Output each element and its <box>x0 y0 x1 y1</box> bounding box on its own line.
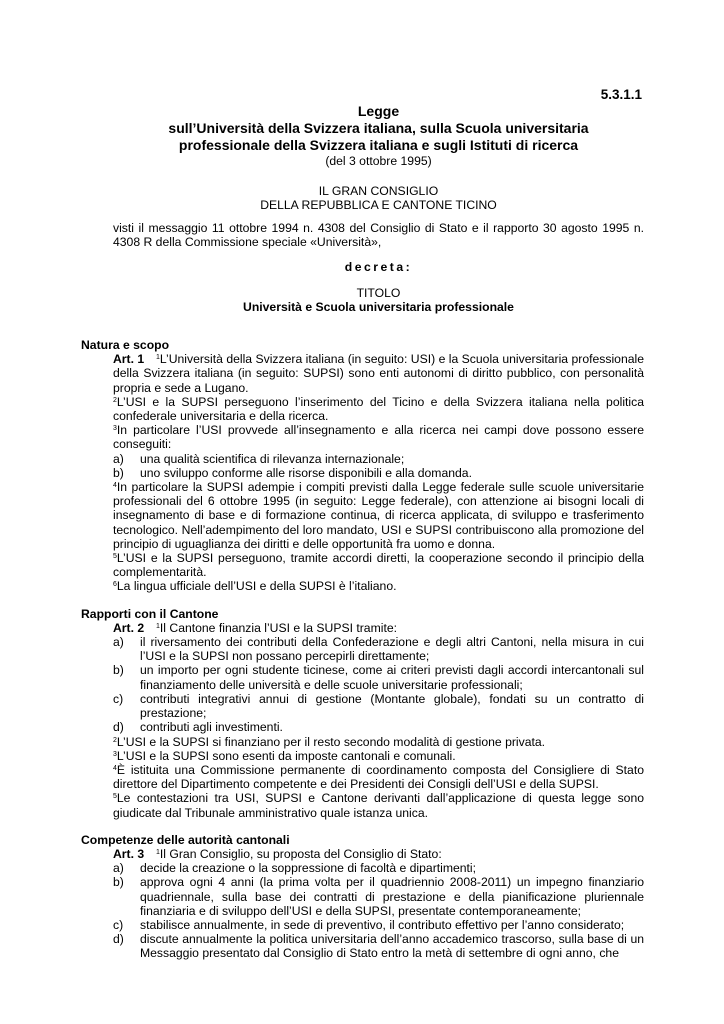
paragraph-number: 1 <box>156 354 160 362</box>
document-header <box>112 103 645 212</box>
list-item-text: stabilisce annualmente, in sede di preventivo, il contributo effettivo per l’anno considerato; <box>140 917 625 932</box>
titolo-subtitle: Università e Scuola universitaria professionale <box>243 299 514 314</box>
paragraph-number: 3 <box>113 750 117 758</box>
list-item-text: una qualità scientifica di rilevanza internazionale; <box>140 451 405 466</box>
section-heading: Rapporti con il Cantone <box>81 606 219 621</box>
paragraph-text: L’Università della Svizzera italiana (in seguito: USI) e la Scuola universitaria professionale della Svizzera italiana (in seguito: SUPSI) sono enti autonomi di diritto pubblico, con personalità propria e sede a Lugano. <box>113 352 644 395</box>
article-label: Art. 3 <box>113 846 145 861</box>
paragraph-number: 2 <box>113 736 117 744</box>
list-item <box>81 861 644 875</box>
paragraph-text: Il Cantone finanzia l’USI e la SUPSI tramite: <box>159 620 397 635</box>
list-item-label: b) <box>113 875 124 890</box>
paragraph-number: 6 <box>113 581 117 589</box>
council-heading <box>112 184 645 212</box>
council-line: IL GRAN CONSIGLIO <box>318 184 439 198</box>
article-paragraph <box>81 352 644 395</box>
paragraph-number: 5 <box>113 793 117 801</box>
list-item-label: a) <box>113 635 124 650</box>
list-item-text: contributi integrativi annui di gestione (Montante globale), fondati su un contratto di prestazione; <box>140 691 644 721</box>
paragraph-text: L’USI e la SUPSI sono esenti da imposte cantonali e comunali. <box>116 748 456 763</box>
article-paragraph <box>81 791 644 819</box>
decreta-heading: decreta: <box>344 260 413 275</box>
paragraph-text: La lingua ufficiale dell’USI e della SUPSI è l’italiano. <box>116 579 397 594</box>
paragraph-text: In particolare l’USI provvede all’insegnamento e alla ricerca nei campi dove possono essere conseguiti: <box>113 423 644 452</box>
list-item <box>81 720 644 734</box>
list-item-label: a) <box>113 861 124 876</box>
paragraph-text: L’USI e la SUPSI perseguono l’inserimento del Ticino e della Svizzera italiana nella politica confederale universitaria e della ricerca. <box>113 394 644 424</box>
section-heading: Competenze delle autorità cantonali <box>81 832 290 847</box>
title-line: professionale della Svizzera italiana e sugli Istituti di ricerca <box>178 137 579 153</box>
list-item-text: un importo per ogni studente ticinese, come ai criteri previsti dagli accordi intercantonali sul finanziamento delle università e delle scuole universitarie professionali; <box>140 663 644 692</box>
paragraph-number: 4 <box>113 482 117 490</box>
paragraph-number: 1 <box>156 848 160 856</box>
list-item-text: decide la creazione o la soppressione di facoltà e dipartimenti; <box>140 861 477 876</box>
list-item-label: c) <box>113 917 124 932</box>
article-paragraph <box>81 621 644 635</box>
article-label: Art. 2 <box>113 620 145 635</box>
article-paragraph <box>81 735 644 749</box>
list-item-label: d) <box>113 932 124 947</box>
article-paragraph <box>81 579 644 593</box>
article-paragraph <box>81 423 644 451</box>
list-item-label: b) <box>113 663 124 678</box>
title-line: Legge <box>357 103 400 119</box>
list-item-text: contributi agli investimenti. <box>140 720 283 735</box>
paragraph-number: 1 <box>156 622 160 630</box>
article-paragraph <box>81 763 644 791</box>
law-date: (del 3 ottobre 1995) <box>325 154 432 168</box>
paragraph-text: In particolare la SUPSI adempie i compiti previsti dalla Legge federale sulle scuole universitarie professionali del 6 ottobre 1995 (in seguito: Legge federale), con attenzione ai bisogni locali di insegnamento di base e di formazione continua, di ricerca applicata, di sviluppo e trasferimento tecnologico. Nell’adempimento del loro mandato, USI e SUPSI contribuiscono alla promozione del principio di uguaglianza dei diritti e delle opportunità fra uomo e donna. <box>113 480 644 551</box>
list-item <box>81 663 644 691</box>
paragraph-text: L’USI e la SUPSI perseguono, tramite accordi diretti, la cooperazione secondo il principio della complementarità. <box>113 551 644 580</box>
paragraph-text: È istituita una Commissione permanente di coordinamento composta del Consigliere di Stato direttore del Dipartimento competente e dei Presidenti dei Consigli dell’USI e della SUPSI. <box>113 762 644 792</box>
council-line: DELLA REPUBBLICA E CANTONE TICINO <box>260 198 497 212</box>
title-line: sull’Università della Svizzera italiana, sulla Scuola universitaria <box>168 120 589 136</box>
paragraph-number: 3 <box>113 425 117 433</box>
list-item <box>81 918 644 932</box>
article-paragraph <box>81 749 644 763</box>
list-item <box>81 932 644 960</box>
list-item-text: approva ogni 4 anni (la prima volta per il quadriennio 2008-2011) un impegno finanziario quadriennale, sulla base dei contratti di prestazione e della pianificazione pluriennale finanziaria e di sviluppo dell’USI e della SUPSI, presentate contemporaneamente; <box>140 875 644 918</box>
section-heading: Natura e scopo <box>81 338 170 353</box>
articles-container <box>81 338 644 961</box>
list-item <box>81 692 644 720</box>
list-item <box>81 466 644 480</box>
article-label: Art. 1 <box>113 352 145 367</box>
preamble: visti il messaggio 11 ottobre 1994 n. 4308 del Consiglio di Stato e il rapporto 30 agosto 1995 n. 4308 R della Commissione speciale «Università», <box>113 221 644 250</box>
titolo-label: TITOLO <box>356 285 401 300</box>
list-item-label: d) <box>113 720 124 735</box>
paragraph-text: Le contestazioni tra USI, SUPSI e Cantone derivanti dall’applicazione di questa legge sono giudicate dal Tribunale amministrativo quale istanza unica. <box>113 791 644 820</box>
article-paragraph <box>81 847 644 861</box>
list-item-label: c) <box>113 691 124 706</box>
paragraph-number: 5 <box>113 553 117 561</box>
list-item-label: a) <box>113 451 124 466</box>
list-item-text: discute annualmente la politica universitaria dell’anno accademico trascorso, sulla base di un Messaggio presentato dal Consiglio di Stato entro la metà di settembre di ogni anno, che <box>140 932 644 961</box>
law-title <box>112 103 645 154</box>
article-paragraph <box>81 480 644 551</box>
titolo-block <box>81 286 644 314</box>
list-item <box>81 452 644 466</box>
list-item-text: uno sviluppo conforme alle risorse disponibili e alla domanda. <box>140 465 472 480</box>
paragraph-text: L’USI e la SUPSI si finanziano per il resto secondo modalità di gestione privata. <box>116 734 546 749</box>
article-paragraph <box>81 395 644 423</box>
paragraph-text: Il Gran Consiglio, su proposta del Consiglio di Stato: <box>159 846 442 861</box>
document-body <box>81 221 644 961</box>
paragraph-number: 4 <box>113 764 117 772</box>
list-item <box>81 875 644 918</box>
article-paragraph <box>81 551 644 579</box>
document-number: 5.3.1.1 <box>600 87 642 102</box>
list-item-label: b) <box>113 465 124 480</box>
paragraph-number: 2 <box>113 396 117 404</box>
list-item <box>81 635 644 663</box>
list-item-text: il riversamento dei contributi della Confederazione e degli altri Cantoni, nella misura in cui l’USI e la SUPSI non possano percepirli direttamente; <box>140 635 644 664</box>
